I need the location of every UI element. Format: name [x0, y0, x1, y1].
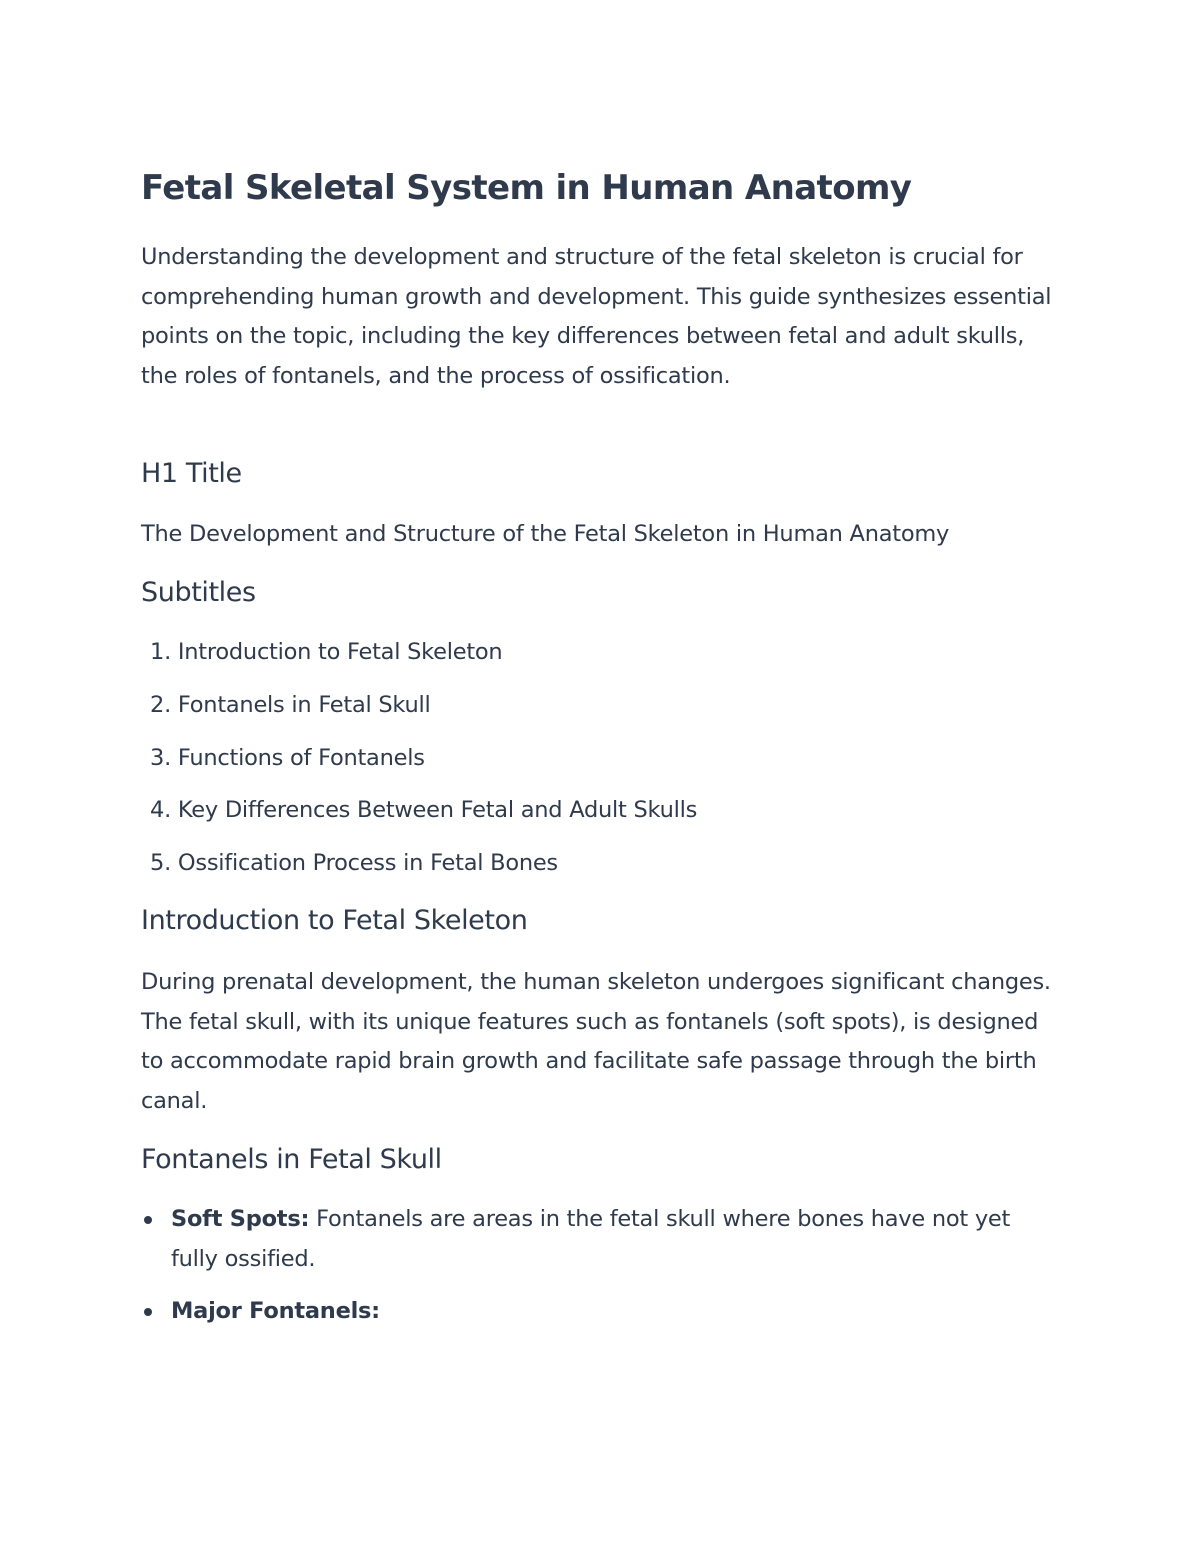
- list-item: [141, 846, 558, 880]
- section-intro-paragraph: During prenatal development, the human skeleton undergoes significant changes. The fetal skull, with its unique features such as fontanels (soft spots), is designed to accommodate rapid brain growth and facilitate safe passage through the birth canal.: [141, 969, 1051, 1114]
- intro-paragraph: Understanding the development and structure of the fetal skeleton is crucial for comprehending human growth and development. This guide synthesizes essential points on the topic, including the key differences between fetal and adult skulls, the roles of fontanels, and the process of ossification.: [141, 244, 1052, 389]
- list-number: 2.: [150, 692, 171, 718]
- list-number: 5.: [150, 850, 171, 876]
- bullet-icon: [144, 1308, 152, 1316]
- list-item: [141, 793, 697, 827]
- document-title: Fetal Skeletal System in Human Anatomy: [141, 168, 912, 208]
- bullet-label: Major Fontanels:: [171, 1298, 380, 1324]
- subtitles-heading: Subtitles: [141, 577, 256, 608]
- list-number: 3.: [150, 745, 171, 771]
- list-number: 1.: [150, 639, 171, 665]
- list-item: [141, 688, 431, 722]
- list-item-text: Key Differences Between Fetal and Adult Skulls: [177, 797, 698, 823]
- section-heading-intro: Introduction to Fetal Skeleton: [141, 905, 528, 936]
- bullet-item: [141, 1292, 1041, 1332]
- list-item: [141, 741, 425, 775]
- bullet-text: Fontanels are areas in the fetal skull where bones have not yet fully ossified.: [171, 1206, 1011, 1272]
- h1-title-heading: H1 Title: [141, 458, 242, 489]
- bullet-icon: [144, 1216, 152, 1224]
- bullet-label: Soft Spots:: [171, 1206, 310, 1232]
- list-number: 4.: [150, 797, 171, 823]
- section-heading-fontanels: Fontanels in Fetal Skull: [141, 1144, 442, 1175]
- bullet-item: [141, 1200, 1041, 1279]
- list-item-text: Introduction to Fetal Skeleton: [177, 639, 503, 665]
- list-item-text: Ossification Process in Fetal Bones: [177, 850, 558, 876]
- list-item-text: Functions of Fontanels: [177, 745, 425, 771]
- list-item-text: Fontanels in Fetal Skull: [177, 692, 431, 718]
- h1-title-text: The Development and Structure of the Fetal Skeleton in Human Anatomy: [141, 521, 950, 547]
- list-item: [141, 635, 502, 669]
